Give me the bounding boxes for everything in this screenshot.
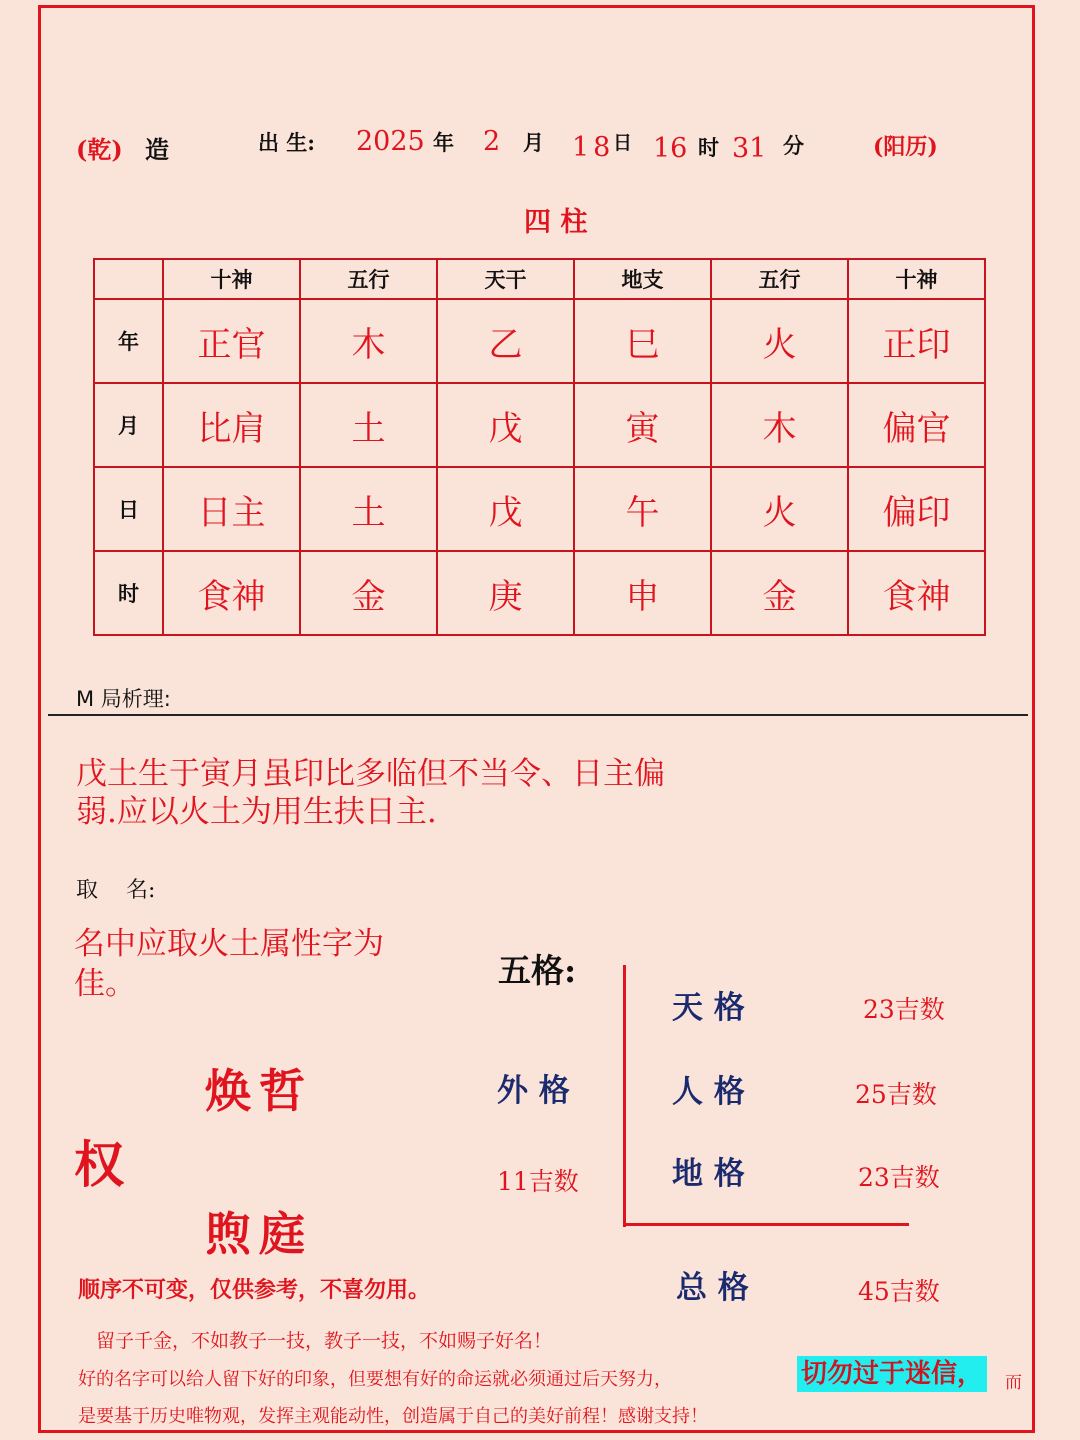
row-label: 月 (94, 383, 163, 467)
birth-month: 2 (483, 126, 501, 157)
cell: 偏官 (848, 383, 985, 467)
cell: 戊 (437, 383, 574, 467)
cell: 金 (711, 551, 848, 635)
tian-ge-value: 23吉数 (863, 995, 945, 1024)
footer-line-2-end: 而 (1005, 1373, 1022, 1393)
tian-ge-label: 天 格 (672, 990, 745, 1026)
ren-ge-label: 人 格 (672, 1074, 745, 1110)
cell: 戊 (437, 467, 574, 551)
row-label: 年 (94, 299, 163, 383)
wuge-title: 五格: (498, 951, 577, 990)
footer-line-2: 好的名字可以给人留下好的印象，但要想有好的命运就必须通过后天努力， (78, 1369, 672, 1390)
zong-ge-label: 总 格 (676, 1270, 749, 1306)
column-header: 十神 (848, 259, 985, 299)
hour-unit: 时 (698, 135, 719, 160)
di-ge-label: 地 格 (672, 1156, 745, 1192)
birth-day: 18 (572, 132, 615, 163)
column-header: 天干 (437, 259, 574, 299)
wai-ge-label: 外 格 (497, 1073, 570, 1109)
cell: 食神 (163, 551, 300, 635)
wai-ge-value: 11吉数 (497, 1167, 579, 1196)
name-option-2: 煦庭 (205, 1207, 313, 1261)
cell: 正印 (848, 299, 985, 383)
birth-year: 2025 (356, 126, 425, 157)
cell: 土 (300, 467, 437, 551)
cell: 火 (711, 299, 848, 383)
wuge-horizontal-line (623, 1223, 909, 1226)
cell: 正官 (163, 299, 300, 383)
table-row (94, 299, 985, 383)
name-option-1: 焕哲 (205, 1064, 313, 1118)
footer-line-1: 留子千金，不如教子一技，教子一技，不如赐子好名！ (96, 1330, 553, 1352)
column-header: 地支 (574, 259, 711, 299)
year-unit: 年 (433, 130, 454, 155)
cell: 木 (300, 299, 437, 383)
naming-line-2: 佳。 (74, 966, 136, 1002)
month-unit: 月 (523, 130, 544, 155)
cell: 巳 (574, 299, 711, 383)
naming-label: 取 名: (76, 878, 156, 903)
wuge-vertical-line (623, 965, 626, 1227)
cell: 申 (574, 551, 711, 635)
birth-hour: 16 (653, 133, 688, 164)
cell: 木 (711, 383, 848, 467)
table-row (94, 551, 985, 635)
cell: 日主 (163, 467, 300, 551)
cell: 火 (711, 467, 848, 551)
row-label: 日 (94, 467, 163, 551)
cell: 食神 (848, 551, 985, 635)
calendar-type: (阳历) (873, 134, 938, 160)
pillars-title: 四 柱 (524, 207, 588, 238)
cell: 偏印 (848, 467, 985, 551)
footer-line-3: 是要基于历史唯物观，发挥主观能动性，创造属于自己的美好前程！感谢支持！ (78, 1406, 708, 1427)
cell: 午 (574, 467, 711, 551)
highlight-warning: 切勿过于迷信， (797, 1356, 987, 1392)
row-label: 时 (94, 551, 163, 635)
analysis-label: M 局析理: (76, 687, 171, 711)
birth-minute: 31 (732, 133, 767, 164)
column-header: 十神 (163, 259, 300, 299)
corner-cell (94, 259, 163, 299)
table-row (94, 383, 985, 467)
cell: 土 (300, 383, 437, 467)
zao: 造 (145, 135, 169, 164)
gender: (乾) (76, 135, 123, 164)
naming-note: 顺序不可变，仅供参考，不喜勿用。 (78, 1277, 431, 1303)
four-pillars-table (93, 258, 986, 636)
naming-line-1: 名中应取火土属性字为 (74, 926, 384, 962)
ren-ge-value: 25吉数 (855, 1080, 937, 1109)
surname: 权 (74, 1135, 124, 1194)
di-ge-value: 23吉数 (858, 1163, 940, 1192)
table-header-row (94, 259, 985, 299)
analysis-line-1: 戊土生于寅月虽印比多临但不当令、日主偏 (76, 756, 665, 792)
day-unit: 日 (613, 132, 633, 154)
cell: 比肩 (163, 383, 300, 467)
column-header: 五行 (711, 259, 848, 299)
divider (48, 714, 1028, 716)
cell: 金 (300, 551, 437, 635)
cell: 乙 (437, 299, 574, 383)
minute-unit: 分 (783, 133, 804, 158)
column-header: 五行 (300, 259, 437, 299)
cell: 寅 (574, 383, 711, 467)
zong-ge-value: 45吉数 (858, 1277, 940, 1306)
table-row (94, 467, 985, 551)
birth-label: 出 生: (258, 130, 316, 155)
cell: 庚 (437, 551, 574, 635)
analysis-line-2: 弱.应以火土为用生扶日主. (76, 794, 437, 830)
